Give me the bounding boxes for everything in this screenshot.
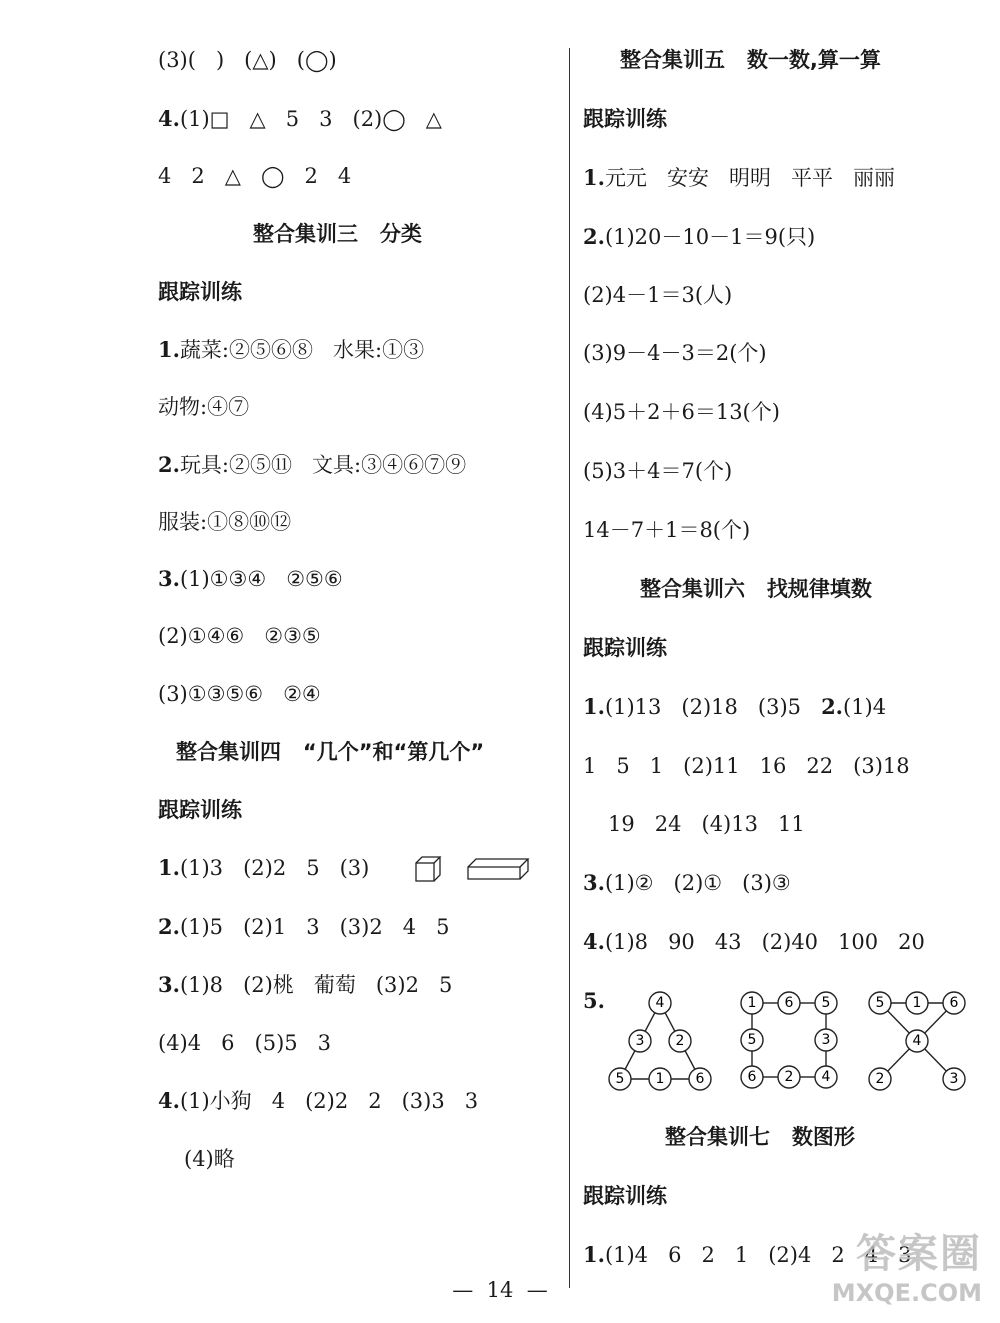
diagram-node bbox=[943, 992, 965, 1014]
svg-text:3: 3 bbox=[821, 1032, 831, 1048]
question-number: 4. bbox=[583, 929, 605, 954]
svg-text:3: 3 bbox=[949, 1071, 959, 1087]
question-number: 4. bbox=[158, 1088, 180, 1113]
diagram-node bbox=[778, 1066, 800, 1088]
question-number: 1. bbox=[583, 1242, 605, 1267]
svg-text:4: 4 bbox=[912, 1033, 922, 1049]
answer-line: 19 24 (4)13 11 bbox=[608, 812, 805, 836]
answer-text: (1)13 (2)18 (3)5 bbox=[604, 695, 822, 719]
answer-line: 动物:④⑦ bbox=[158, 395, 250, 419]
diagram-node bbox=[741, 992, 763, 1014]
answer-text: (1)5 (2)1 3 (3)2 4 5 bbox=[179, 915, 450, 939]
diagram-node bbox=[869, 1068, 891, 1090]
watermark bbox=[832, 1222, 982, 1307]
svg-text:3: 3 bbox=[635, 1033, 645, 1049]
diagram-node bbox=[649, 1068, 671, 1090]
svg-text:1: 1 bbox=[655, 1071, 665, 1087]
answer-line bbox=[583, 163, 895, 193]
diagram-node bbox=[815, 1066, 837, 1088]
diagram-node bbox=[869, 992, 891, 1014]
answer-line: (2)4－1＝3(人) bbox=[583, 283, 733, 307]
cuboid-figures bbox=[414, 855, 529, 885]
question-number: 1. bbox=[583, 165, 605, 190]
svg-text:4: 4 bbox=[821, 1069, 831, 1085]
answer-line: (3)( ) (△) (◯) bbox=[158, 48, 337, 72]
answer-text: (1)□ △ 5 3 (2)◯ △ bbox=[179, 107, 442, 131]
answer-text: 玩具:②⑤⑪ 文具:③④⑥⑦⑨ bbox=[179, 453, 467, 477]
diagram-node bbox=[689, 1068, 711, 1090]
svg-text:2: 2 bbox=[784, 1069, 794, 1085]
answer-line bbox=[158, 104, 442, 134]
diagram-node bbox=[741, 1066, 763, 1088]
diagram-node bbox=[629, 1030, 651, 1052]
answer-line: (4)5＋2＋6＝13(个) bbox=[583, 400, 780, 424]
answer-line bbox=[158, 970, 452, 1000]
answer-line: 服装:①⑧⑩⑫ bbox=[158, 510, 292, 534]
svg-text:2: 2 bbox=[675, 1033, 685, 1049]
question-number: 2. bbox=[158, 914, 180, 939]
answer-line: 1 5 1 (2)11 16 22 (3)18 bbox=[583, 754, 910, 778]
section-heading: 整合集训五 数一数,算一算 bbox=[620, 48, 881, 72]
question-number: 1. bbox=[158, 337, 180, 362]
question-number: 1. bbox=[583, 694, 605, 719]
question-number: 2. bbox=[158, 452, 180, 477]
svg-text:5: 5 bbox=[821, 995, 831, 1011]
svg-text:6: 6 bbox=[747, 1069, 757, 1085]
svg-text:2: 2 bbox=[875, 1071, 885, 1087]
answer-line bbox=[158, 564, 343, 594]
svg-text:6: 6 bbox=[949, 995, 959, 1011]
svg-text:5: 5 bbox=[615, 1071, 625, 1087]
svg-text:1: 1 bbox=[912, 995, 922, 1011]
answer-text: (1)4 6 2 1 (2)4 2 4 3 bbox=[604, 1243, 912, 1267]
section-subheading: 跟踪训练 bbox=[583, 1184, 667, 1208]
answer-text: 元元 安安 明明 平平 丽丽 bbox=[604, 166, 896, 190]
question-number: 3. bbox=[583, 870, 605, 895]
answer-text: (1)①③④ ②⑤⑥ bbox=[179, 567, 343, 591]
svg-text:1: 1 bbox=[747, 995, 757, 1011]
answer-line: (4)4 6 (5)5 3 bbox=[158, 1031, 332, 1055]
answer-line: (2)①④⑥ ②③⑤ bbox=[158, 624, 321, 648]
answer-line bbox=[158, 450, 466, 480]
answer-text: (1)② (2)① (3)③ bbox=[604, 871, 791, 895]
answer-text: (1)小狗 4 (2)2 2 (3)3 3 bbox=[179, 1089, 479, 1113]
question-number: 3. bbox=[158, 972, 180, 997]
diagram-node bbox=[609, 1068, 631, 1090]
diagram-node bbox=[741, 1029, 763, 1051]
diagram-node bbox=[815, 1029, 837, 1051]
triangle-number-diagram bbox=[604, 990, 714, 1090]
question-number: 2. bbox=[821, 694, 843, 719]
answer-line: (5)3＋4＝7(个) bbox=[583, 459, 733, 483]
answer-line bbox=[583, 868, 791, 898]
column-divider bbox=[569, 48, 570, 1288]
diagram-node bbox=[669, 1030, 691, 1052]
x-number-diagram bbox=[866, 990, 972, 1090]
answer-line bbox=[583, 927, 925, 957]
watermark-logo-text: 答案圈 bbox=[856, 1231, 982, 1277]
diagram-node bbox=[815, 992, 837, 1014]
answer-line: 4 2 △ ◯ 2 4 bbox=[158, 164, 352, 188]
diagram-node bbox=[943, 1068, 965, 1090]
section-heading: 整合集训六 找规律填数 bbox=[640, 577, 872, 601]
answer-line bbox=[583, 222, 815, 252]
answer-text: 蔬菜:②⑤⑥⑧ 水果:①③ bbox=[179, 338, 425, 362]
answer-text: (1)20－10－1＝9(只) bbox=[604, 225, 816, 249]
section-heading: 整合集训三 分类 bbox=[253, 222, 422, 246]
answer-line: (3)9－4－3＝2(个) bbox=[583, 341, 767, 365]
section-subheading: 跟踪训练 bbox=[583, 636, 667, 660]
svg-text:6: 6 bbox=[784, 995, 794, 1011]
diagram-node bbox=[778, 992, 800, 1014]
question-number: 3. bbox=[158, 566, 180, 591]
svg-text:4: 4 bbox=[655, 995, 665, 1011]
diagram-node bbox=[906, 1030, 928, 1052]
answer-text: (1)3 (2)2 5 (3) bbox=[179, 856, 370, 880]
answer-line: (3)①③⑤⑥ ②④ bbox=[158, 682, 321, 706]
answer-line bbox=[583, 692, 886, 722]
answer-line bbox=[158, 335, 424, 365]
section-heading: 整合集训四 “几个”和“第几个” bbox=[176, 740, 485, 764]
answer-text: (1)8 (2)桃 葡萄 (3)2 5 bbox=[179, 973, 453, 997]
answer-text: (1)8 90 43 (2)40 100 20 bbox=[604, 930, 925, 954]
diagram-node bbox=[906, 992, 928, 1014]
question-number: 1. bbox=[158, 855, 180, 880]
svg-text:6: 6 bbox=[695, 1071, 705, 1087]
watermark-url: MXQE.COM bbox=[831, 1279, 982, 1307]
section-subheading: 跟踪训练 bbox=[158, 798, 242, 822]
svg-text:5: 5 bbox=[875, 995, 885, 1011]
diagram-node bbox=[649, 992, 671, 1014]
question-number: 4. bbox=[158, 106, 180, 131]
answer-line bbox=[158, 853, 369, 883]
answer-line: 14－7＋1＝8(个) bbox=[583, 518, 751, 542]
page-number: — 14 — bbox=[452, 1278, 548, 1302]
section-subheading: 跟踪训练 bbox=[583, 107, 667, 131]
question-number-label: 5. bbox=[583, 988, 605, 1013]
answer-line: (4)略 bbox=[184, 1147, 235, 1171]
svg-text:5: 5 bbox=[747, 1032, 757, 1048]
question-number: 2. bbox=[583, 224, 605, 249]
square-number-diagram bbox=[738, 990, 842, 1090]
answer-line bbox=[158, 1086, 478, 1116]
section-subheading: 跟踪训练 bbox=[158, 280, 242, 304]
question-number bbox=[583, 986, 605, 1016]
section-heading: 整合集训七 数图形 bbox=[665, 1125, 855, 1149]
answer-line bbox=[158, 912, 449, 942]
answer-text: (1)4 bbox=[843, 695, 887, 719]
